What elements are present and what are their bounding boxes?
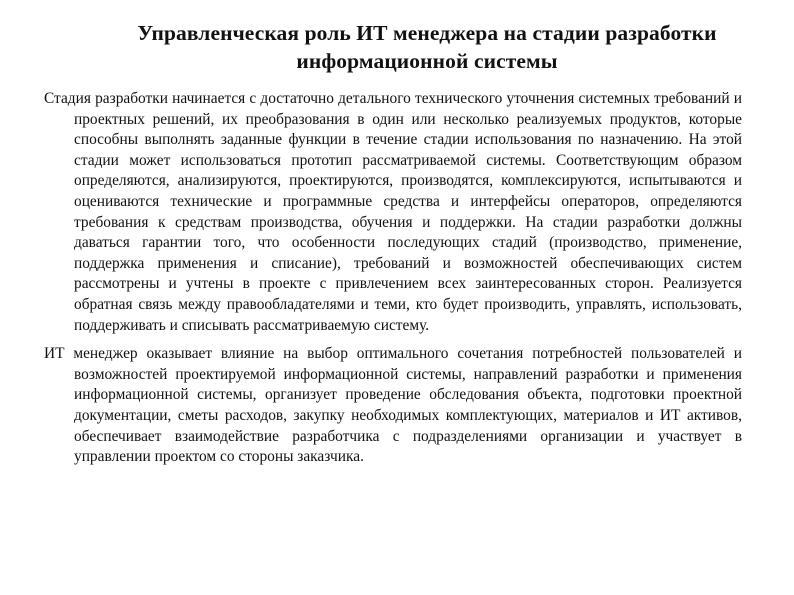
slide-title [60,19,794,75]
slide-title-line-1: Управленческая роль ИТ менеджера на стадии разработки [137,21,717,45]
body-paragraph-development-stage: Стадия разработки начинается с достаточно детального технического уточнения системных требований и проектных решений, их преобразования в один или несколько реализуемых продуктов, которые способны выполнять заданные функции в течение стадии использования по назначению. На этой стадии может использоваться прототип рассматриваемой системы. Соответствующим образом определяются, анализируются, проектируются, производятся, комплексируются, испытываются и оцениваются технические и программные средства и интерфейсы операторов, определяются требования к средствам производства, обучения и поддержки. На стадии разработки должны даваться гарантии того, что особенности последующих стадий (производство, применение, поддержка применения и списание), требований и возможностей обеспечивающих систем рассмотрены и учтены в проекте с привлечением всех заинтересованных сторон. Реализуется обратная связь между правообладателями и теми, кто будет производить, управлять, использовать, поддерживать и списывать рассматриваемую систему. [44,90,742,334]
body-paragraph-it-manager-role: ИТ менеджер оказывает влияние на выбор оптимального сочетания потребностей пользователей и возможностей проектируемой информационной системы, направлений разработки и применения информационной системы, организует проведение обследования объекта, подготовки проектной документации, сметы расходов, закупку необходимых комплектующих, материалов и ИТ активов, обеспечивает взаимодействие разработчика с подразделениями организации и участвует в управлении проектом со стороны заказчика. [44,345,742,466]
slide-body [44,89,742,468]
slide-title-line-2: информационной системы [296,49,558,73]
